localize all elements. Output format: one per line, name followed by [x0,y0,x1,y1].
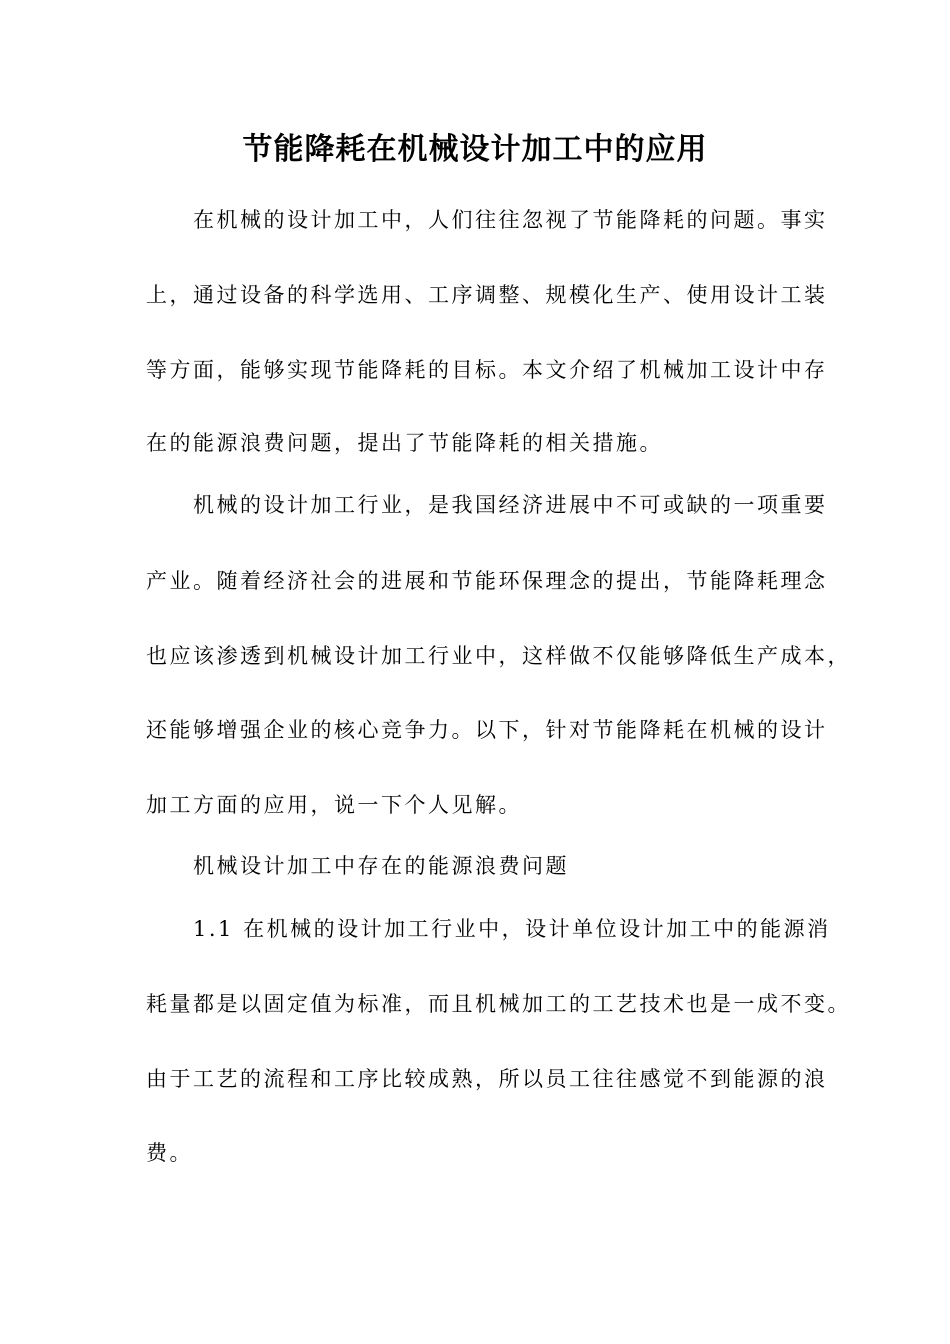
paragraph-2-line-3: 也应该渗透到机械设计加工行业中，这样做不仅能够降低生产成本， [146,644,851,668]
paragraph-3-line-3: 由于工艺的流程和工序比较成熟，所以员工往往感觉不到能源的浪 [146,1067,828,1091]
paragraph-3-line-4: 费。 [146,1141,193,1165]
section-heading: 机械设计加工中存在的能源浪费问题 [193,854,569,878]
paragraph-2-line-5: 加工方面的应用，说一下个人见解。 [146,793,522,817]
paragraph-3-line-1: 1.1 在机械的设计加工行业中，设计单位设计加工中的能源消 [193,917,831,941]
document-title: 节能降耗在机械设计加工中的应用 [242,132,708,167]
paragraph-1-line-1: 在机械的设计加工中，人们往往忽视了节能降耗的问题。事实 [193,208,828,232]
paragraph-2-line-4: 还能够增强企业的核心竞争力。以下，针对节能降耗在机械的设计 [146,718,828,742]
paragraph-1-line-4: 在的能源浪费问题，提出了节能降耗的相关措施。 [146,431,663,455]
paragraph-2-line-1: 机械的设计加工行业，是我国经济进展中不可或缺的一项重要 [193,493,828,517]
paragraph-3-line-2: 耗量都是以固定值为标准，而且机械加工的工艺技术也是一成不变。 [146,992,851,1016]
paragraph-1-line-3: 等方面，能够实现节能降耗的目标。本文介绍了机械加工设计中存 [146,358,828,382]
paragraph-1-line-2: 上，通过设备的科学选用、工序调整、规模化生产、使用设计工装 [146,283,828,307]
paragraph-2-line-2: 产业。随着经济社会的进展和节能环保理念的提出，节能降耗理念 [146,569,828,593]
